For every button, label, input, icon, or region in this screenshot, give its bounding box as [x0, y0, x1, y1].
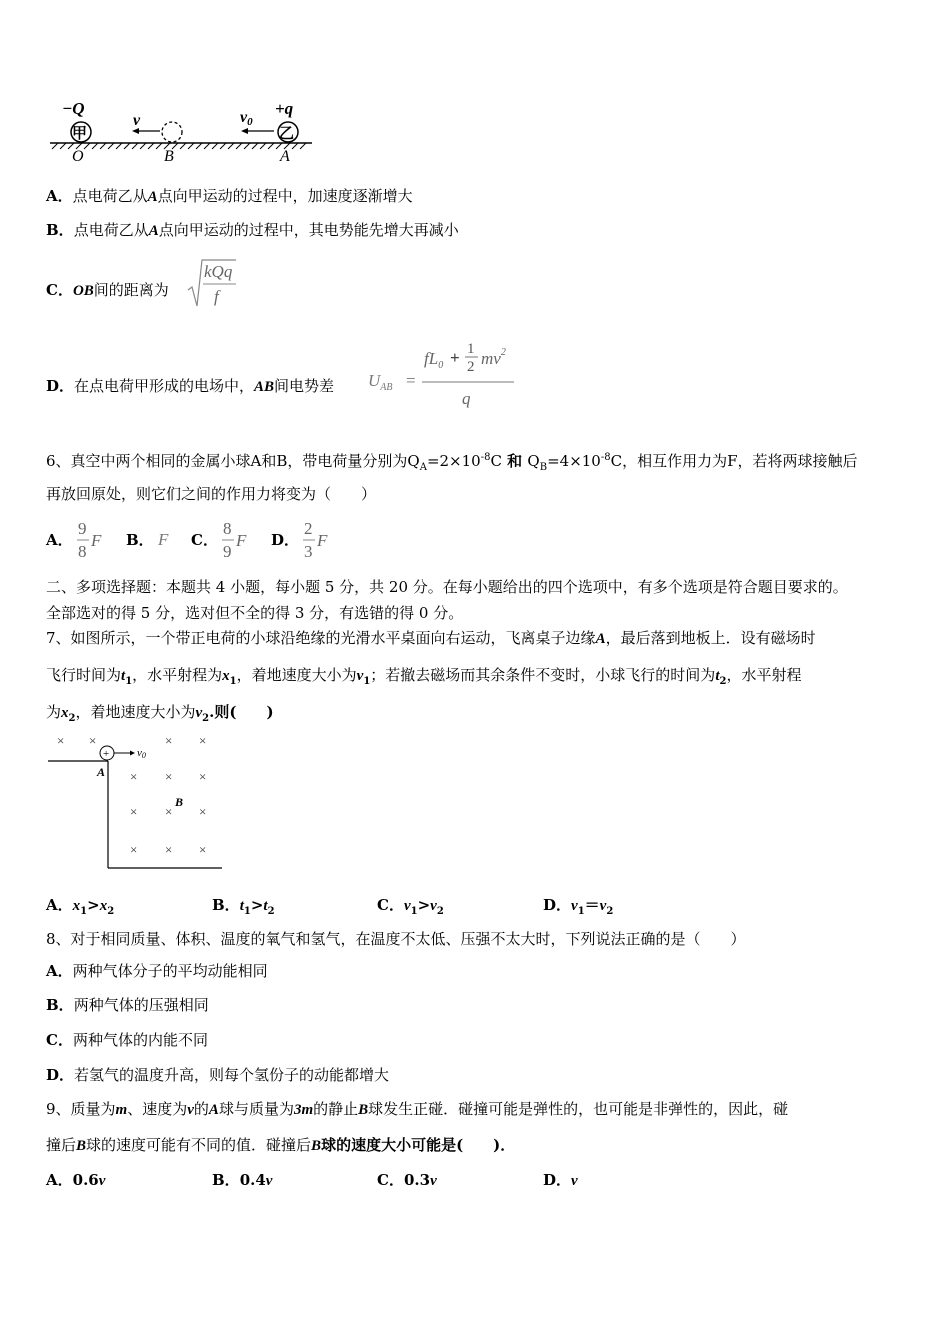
qa-unit: C	[490, 452, 502, 470]
u-ab-symbol: $U_{AB}$	[368, 371, 393, 393]
q6-option-d-fraction	[300, 516, 336, 564]
q6-c-den: 9	[223, 542, 232, 561]
cross: ×	[165, 769, 173, 784]
q5-option-b-letter: B．	[46, 221, 74, 239]
q6-d-den: 3	[304, 542, 313, 561]
q7-options-row	[46, 895, 613, 922]
q6-c-var: F	[236, 531, 247, 550]
figure-magnetic-field	[46, 730, 226, 872]
q5-option-d-letter: D．	[46, 377, 75, 395]
q9-a-letter: A．	[46, 1171, 73, 1189]
q7-t1: t	[121, 668, 126, 684]
ball-dashed-b	[162, 122, 182, 142]
q7-text-2: ，最后落到地板上．设有磁场时	[605, 629, 816, 647]
numerator-fl0: $fL_0$	[424, 349, 444, 371]
charge-minus-q: −Q	[62, 99, 85, 118]
q6-a-den: 8	[78, 542, 87, 561]
cross: ×	[165, 733, 173, 748]
q8-a-letter: A．	[46, 962, 73, 980]
q7-l2-c: ，着地速度大小为	[236, 666, 357, 684]
q9-c-letter: C．	[377, 1171, 404, 1189]
q5-option-a-var: A	[147, 189, 158, 205]
q8-c-text: 两种气体的内能不同	[72, 1031, 208, 1049]
q7-l3-b: ，着地速度大小为	[75, 703, 196, 721]
cross: ×	[57, 733, 65, 748]
q7-b-rsub: 2	[267, 906, 275, 917]
q7-d-letter: D．	[543, 896, 572, 914]
q7-b-op: >	[250, 896, 264, 914]
q9-b-letter: B．	[212, 1171, 240, 1189]
q9-v: v	[187, 1102, 194, 1118]
q7-x2: x	[61, 705, 69, 721]
half-denominator: 2	[467, 359, 475, 375]
denominator-q: q	[462, 389, 471, 408]
q9-b-var: v	[265, 1173, 273, 1189]
charge-plus-q: +q	[275, 99, 294, 118]
q7-stem-line-1	[46, 628, 816, 649]
q7-v2-sub: 2	[202, 713, 210, 724]
q7-x1-sub: 1	[229, 676, 237, 687]
q7-option-c	[377, 895, 543, 922]
charged-ball-plus: +	[103, 748, 110, 760]
q5-option-b-text-2: 点向甲运动的过程中，其电势能先增大再减小	[158, 221, 459, 239]
q7-d-lsub: 1	[577, 906, 585, 917]
q7-a-rsub: 2	[107, 906, 115, 917]
ball-yi-label: 乙	[279, 126, 295, 142]
q5-option-c-var: OB	[72, 283, 94, 299]
cross: ×	[130, 769, 138, 784]
q8-option-b	[46, 995, 209, 1015]
q5-option-a-text-1: 点电荷乙从	[72, 187, 148, 205]
cross: ×	[130, 804, 138, 819]
q7-c-lsub: 1	[410, 906, 418, 917]
q7-c-l: v	[403, 898, 411, 914]
q8-d-text: 若氢气的温度升高，则每个氢份子的动能都增大	[74, 1066, 390, 1084]
q9-a: A	[208, 1102, 219, 1118]
q8-b-text: 两种气体的压强相同	[73, 996, 209, 1014]
qb: Q	[527, 452, 540, 470]
q7-a-letter: A．	[46, 896, 73, 914]
q7-l3-c: .则( )	[209, 703, 274, 721]
q7-v1: v	[356, 668, 364, 684]
point-b-label: B	[175, 795, 184, 809]
q7-v1-sub: 1	[363, 676, 371, 687]
q6-a-num: 9	[78, 519, 87, 538]
q7-a-lsub: 1	[80, 906, 88, 917]
q8-option-c	[46, 1030, 208, 1050]
q9-m: m	[115, 1102, 128, 1118]
qa-val: =2×10	[426, 452, 481, 470]
q7-c-r: v	[430, 898, 437, 914]
q9-3m: 3m	[293, 1102, 314, 1118]
section-2-heading-line-2: 全部选对的得 5 分，选对但不全的得 3 分，有选错的得 0 分。	[46, 604, 464, 622]
q7-a-r: x	[99, 898, 108, 914]
q7-l3-a: 为	[46, 703, 62, 721]
q6-option-c-letter: C．	[191, 531, 218, 549]
point-a-label: A	[97, 765, 106, 779]
velocity-v-label: v	[133, 112, 141, 129]
q9-options-row	[46, 1170, 578, 1191]
q5-option-a-letter: A．	[46, 187, 73, 205]
v0-label: v0	[137, 747, 146, 760]
q9-d-letter: D．	[543, 1171, 572, 1189]
q6-option-a-fraction	[74, 516, 110, 564]
cross: ×	[199, 733, 207, 748]
q7-c-letter: C．	[377, 896, 404, 914]
q5-option-a	[46, 186, 413, 207]
q5-option-d-var: AB	[254, 379, 275, 395]
figure-charges-on-line	[46, 98, 316, 164]
cross: ×	[199, 804, 207, 819]
q7-l2-d: ；若撤去磁场而其余条件不变时，小球飞行的时间为	[370, 666, 716, 684]
q6-and: 和	[501, 452, 528, 470]
velocity-arrowhead	[130, 751, 135, 756]
q9-l1-c: 的	[193, 1100, 209, 1118]
q7-t2-sub: 2	[719, 676, 727, 687]
q5-option-c-letter: C．	[46, 281, 73, 299]
q6-d-var: F	[317, 531, 328, 550]
qa-exp: -8	[480, 452, 491, 463]
q9-d-var: v	[571, 1173, 578, 1189]
q6-option-a-letter: A．	[46, 531, 73, 549]
point-b-label: B	[164, 148, 174, 164]
q7-d-l: v	[571, 898, 578, 914]
q7-stem-line-2	[46, 665, 801, 692]
q7-d-r: v	[599, 898, 607, 914]
q6-stem-line-2: 再放回原处，则它们之间的作用力将变为（ ）	[46, 485, 377, 503]
q6-stem-text-2: ，相互作用力为F，若将两球接触后	[622, 452, 858, 470]
q6-stem-line-1	[46, 448, 858, 478]
cross: ×	[89, 733, 97, 748]
q9-c-val: 0.3	[403, 1171, 431, 1189]
q8-stem: 8、对于相同质量、体积、温度的氧气和氢气，在温度不太低、压强不太大时，下列说法正确的是（ ）	[46, 930, 746, 948]
q9-a-var: v	[98, 1173, 106, 1189]
q7-l2-a: 飞行时间为	[46, 666, 122, 684]
q9-l2-c: 球的速度大小可能是( )．	[321, 1136, 516, 1154]
q7-x2-sub: 2	[68, 713, 76, 724]
q7-c-op: >	[417, 896, 431, 914]
q7-option-d	[543, 895, 613, 922]
section-2-heading-line-1: 二、多项选择题：本题共 4 小题，每小题 5 分，共 20 分。在每小题给出的四个选项中，有多个选项是符合题目要求的。	[46, 578, 848, 596]
q9-stem-line-2	[46, 1135, 515, 1156]
q5-option-c-text: 间的距离为	[93, 281, 169, 299]
qb-unit: C	[610, 452, 623, 470]
q7-x1: x	[222, 668, 230, 684]
q7-text-1: 7、如图所示，一个带正电荷的小球沿绝缘的光滑水平桌面向右运动，飞离桌子边缘	[46, 629, 596, 647]
q6-c-num: 8	[223, 519, 232, 538]
q8-a-text: 两种气体分子的平均动能相同	[72, 962, 268, 980]
q8-d-letter: D．	[46, 1066, 75, 1084]
q7-b-r: t	[263, 898, 268, 914]
q7-a-l: x	[72, 898, 81, 914]
q5-option-b	[46, 220, 459, 241]
qb-sub: B	[539, 462, 548, 473]
q6-option-d-letter: D．	[271, 531, 300, 549]
cross: ×	[199, 769, 207, 784]
sqrt-numerator: kQq	[204, 262, 233, 281]
q9-l2-a: 撞后	[46, 1136, 77, 1154]
q7-a-op: >	[87, 896, 100, 914]
q5-option-b-text-1: 点电荷乙从	[73, 221, 149, 239]
qb-val: =4×10	[547, 452, 601, 470]
q5-option-c-sqrt-formula	[186, 256, 246, 312]
q7-option-b	[212, 895, 377, 922]
q7-option-a	[46, 895, 212, 922]
q6-option-b-var: F	[158, 530, 169, 549]
q7-d-rsub: 2	[606, 906, 614, 917]
q5-option-d	[46, 376, 334, 397]
q8-option-a	[46, 961, 268, 981]
q5-option-c	[46, 280, 169, 301]
q7-b-l: t	[239, 898, 244, 914]
half-numerator: 1	[467, 341, 475, 357]
q9-b3: B	[311, 1138, 322, 1154]
q5-option-a-text-2: 点向甲运动的过程中，加速度逐渐增大	[157, 187, 413, 205]
point-a-label: A	[280, 148, 290, 164]
equals-sign: =	[406, 371, 416, 390]
q7-var-a: A	[595, 631, 606, 647]
cross: ×	[199, 842, 207, 857]
ground-hatching	[52, 143, 306, 149]
velocity-v0-label: v0	[240, 109, 253, 128]
q8-option-d	[46, 1065, 389, 1085]
q6-option-c-fraction	[219, 516, 255, 564]
q9-l2-b: 球的速度可能有不同的值．碰撞后	[86, 1136, 312, 1154]
q9-option-c	[377, 1170, 543, 1191]
q7-b-lsub: 1	[243, 906, 251, 917]
cross: ×	[130, 842, 138, 857]
q9-c-var: v	[430, 1173, 437, 1189]
q9-a-val: 0.6	[72, 1171, 99, 1189]
q5-option-d-text-1: 在点电荷甲形成的电场中，	[74, 377, 255, 395]
q6-d-num: 2	[304, 519, 313, 538]
velocity-v0-arrowhead	[241, 128, 248, 134]
sqrt-denominator: f	[214, 287, 219, 306]
q9-option-a	[46, 1170, 212, 1191]
plus-sign: +	[450, 348, 460, 367]
q7-v2: v	[195, 705, 203, 721]
q9-option-d	[543, 1170, 578, 1191]
q7-t1-sub: 1	[125, 676, 133, 687]
q5-option-d-text-2: 间电势差	[274, 377, 335, 395]
q9-stem-line-1	[46, 1099, 788, 1120]
q9-l1-d: 球与质量为	[218, 1100, 294, 1118]
q7-c-rsub: 2	[436, 906, 444, 917]
q8-b-letter: B．	[46, 996, 74, 1014]
q9-l1-b: 、速度为	[127, 1100, 188, 1118]
q6-a-var: F	[91, 531, 102, 550]
q9-b: B	[358, 1102, 369, 1118]
q7-stem-line-3	[46, 702, 274, 729]
q5-option-b-var: A	[148, 223, 159, 239]
q9-option-b	[212, 1170, 377, 1191]
mv-squared: $mv^2$	[481, 347, 506, 368]
cross: ×	[165, 842, 173, 857]
q7-l2-e: ，水平射程	[726, 666, 802, 684]
q5-option-d-formula	[366, 338, 522, 414]
point-o-label: O	[72, 148, 84, 164]
q7-t2: t	[715, 668, 720, 684]
q6-stem-text-1: 6、真空中两个相同的金属小球A和B，带电荷量分别为Q	[46, 452, 420, 470]
q8-c-letter: C．	[46, 1031, 73, 1049]
q9-b2: B	[76, 1138, 87, 1154]
q7-b-letter: B．	[212, 896, 240, 914]
qb-exp: -8	[600, 452, 611, 463]
qa-sub: A	[419, 462, 427, 473]
q9-l1-f: 球发生正碰．碰撞可能是弹性的，也可能是非弹性的，因此，碰	[368, 1100, 789, 1118]
q9-l1-a: 9、质量为	[46, 1100, 116, 1118]
q7-d-op: ＝	[584, 896, 600, 914]
q6-option-b-letter: B．	[126, 531, 154, 549]
ball-jia-label: 甲	[72, 126, 88, 142]
q9-b-val: 0.4	[239, 1171, 266, 1189]
q7-l2-b: ，水平射程为	[132, 666, 223, 684]
q9-l1-e: 的静止	[313, 1100, 359, 1118]
cross: ×	[165, 804, 173, 819]
